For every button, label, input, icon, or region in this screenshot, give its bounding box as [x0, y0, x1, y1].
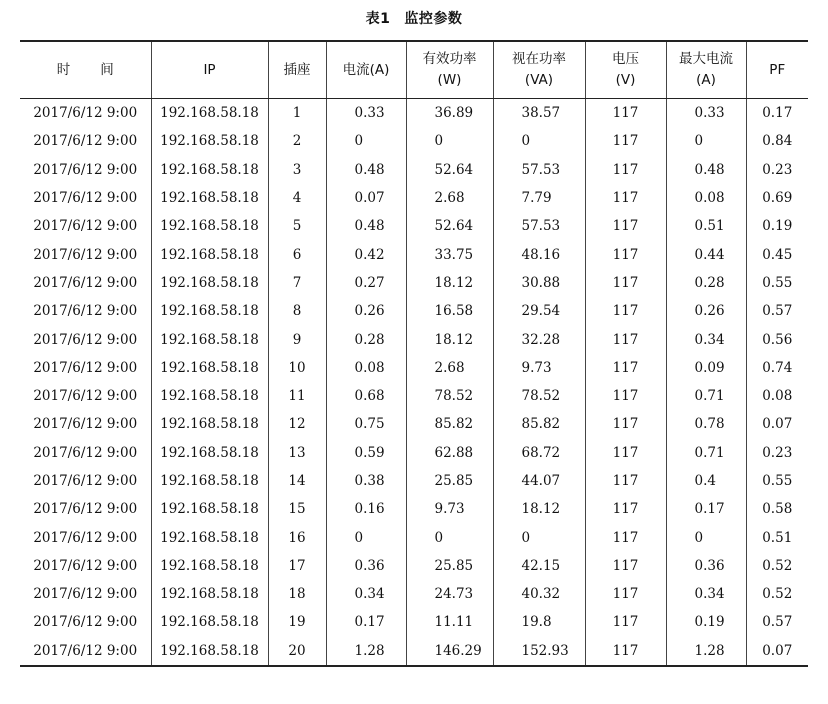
- cell-time: 2017/6/12 9:00: [33, 557, 138, 574]
- cell-apparent-power: 30.88: [493, 269, 585, 297]
- cell-pf: 0.17: [746, 99, 808, 128]
- cell-pf: 0.07: [746, 410, 808, 438]
- cell-socket: 10: [268, 354, 326, 382]
- cell-socket: 5: [268, 212, 326, 240]
- cell-current: 0.34: [326, 580, 406, 608]
- cell-active-power: 16.58: [406, 297, 493, 325]
- cell-socket: 8: [268, 297, 326, 325]
- table-number: 表1: [365, 11, 391, 27]
- cell-time: 2017/6/12 9:00: [33, 444, 138, 461]
- cell-max-current: 0.4: [666, 467, 746, 495]
- cell-active-power: 18.12: [406, 325, 493, 353]
- table-row: [20, 467, 808, 495]
- cell-current: 0.59: [326, 439, 406, 467]
- cell-apparent-power: 57.53: [493, 156, 585, 184]
- table-row: [20, 552, 808, 580]
- header-apparent-power-name: 视在功率: [512, 51, 566, 67]
- cell-pf: 0.52: [746, 552, 808, 580]
- cell-active-power: 25.85: [406, 552, 493, 580]
- cell-voltage: 117: [585, 410, 666, 438]
- cell-active-power: 9.73: [406, 495, 493, 523]
- cell-time: 2017/6/12 9:00: [33, 303, 138, 320]
- cell-ip: 192.168.58.18: [151, 297, 268, 325]
- header-voltage-name: 电压: [612, 51, 639, 67]
- cell-voltage: 117: [585, 382, 666, 410]
- cell-max-current: 0.48: [666, 156, 746, 184]
- cell-socket: 9: [268, 325, 326, 353]
- cell-ip: 192.168.58.18: [151, 439, 268, 467]
- header-max-current: [666, 41, 746, 99]
- header-apparent-power: [493, 41, 585, 99]
- cell-socket: 6: [268, 240, 326, 268]
- cell-socket: 20: [268, 637, 326, 666]
- cell-time: 2017/6/12 9:00: [20, 637, 151, 666]
- cell-max-current: 0.09: [666, 354, 746, 382]
- cell-apparent-power: 19.8: [493, 608, 585, 636]
- cell-time: 2017/6/12 9:00: [33, 416, 138, 433]
- cell-active-power: 24.73: [406, 580, 493, 608]
- cell-apparent-power: 85.82: [493, 410, 585, 438]
- cell-current: 0: [326, 523, 406, 551]
- cell-ip: 192.168.58.18: [151, 467, 268, 495]
- cell-active-power: 0: [406, 127, 493, 155]
- cell-current: 0: [326, 127, 406, 155]
- cell-time: 2017/6/12 9:00: [33, 501, 138, 518]
- table-title: 监控参数: [404, 11, 463, 27]
- cell-pf: 0.69: [746, 184, 808, 212]
- table-caption: [0, 9, 828, 29]
- cell-pf: 0.55: [746, 467, 808, 495]
- cell-apparent-power: 78.52: [493, 382, 585, 410]
- cell-active-power: 85.82: [406, 410, 493, 438]
- cell-time: 2017/6/12 9:00: [33, 218, 138, 235]
- table-row: [20, 156, 808, 184]
- table-row: [20, 382, 808, 410]
- cell-ip: 192.168.58.18: [151, 269, 268, 297]
- cell-voltage: 117: [585, 99, 666, 128]
- table-row: [20, 354, 808, 382]
- cell-ip: 192.168.58.18: [151, 637, 268, 666]
- table-row: [20, 297, 808, 325]
- cell-max-current: 0.71: [666, 439, 746, 467]
- cell-ip: 192.168.58.18: [151, 240, 268, 268]
- cell-current: 0.68: [326, 382, 406, 410]
- cell-voltage: 117: [585, 467, 666, 495]
- cell-time: 2017/6/12 9:00: [33, 274, 138, 291]
- header-max-current-unit: (A): [696, 72, 716, 88]
- table-row: [20, 637, 808, 666]
- cell-max-current: 0.26: [666, 297, 746, 325]
- cell-time: 2017/6/12 9:00: [33, 246, 138, 263]
- table-row: [20, 269, 808, 297]
- cell-time: 2017/6/12 9:00: [33, 473, 138, 489]
- cell-voltage: 117: [585, 127, 666, 155]
- cell-apparent-power: 18.12: [493, 495, 585, 523]
- cell-ip: 192.168.58.18: [151, 552, 268, 580]
- cell-time: 2017/6/12 9:00: [33, 105, 138, 122]
- cell-current: 1.28: [326, 637, 406, 666]
- cell-voltage: 117: [585, 495, 666, 523]
- cell-ip: 192.168.58.18: [151, 495, 268, 523]
- cell-apparent-power: 44.07: [493, 467, 585, 495]
- cell-max-current: 0.36: [666, 552, 746, 580]
- cell-pf: 0.55: [746, 269, 808, 297]
- cell-socket: 19: [268, 608, 326, 636]
- table-header: [20, 41, 808, 99]
- cell-socket: 3: [268, 156, 326, 184]
- cell-active-power: 62.88: [406, 439, 493, 467]
- cell-apparent-power: 32.28: [493, 325, 585, 353]
- cell-pf: 0.07: [746, 637, 808, 666]
- cell-apparent-power: 152.93: [493, 637, 585, 666]
- cell-voltage: 117: [585, 608, 666, 636]
- cell-max-current: 0.17: [666, 495, 746, 523]
- cell-current: 0.33: [326, 99, 406, 128]
- cell-socket: 16: [268, 523, 326, 551]
- cell-ip: 192.168.58.18: [151, 608, 268, 636]
- cell-voltage: 117: [585, 269, 666, 297]
- cell-active-power: 18.12: [406, 269, 493, 297]
- cell-time: 2017/6/12 9:00: [33, 529, 138, 546]
- header-max-current-name: 最大电流: [679, 51, 733, 67]
- cell-active-power: 2.68: [406, 354, 493, 382]
- cell-voltage: 117: [585, 212, 666, 240]
- cell-apparent-power: 0: [493, 127, 585, 155]
- cell-max-current: 0: [666, 523, 746, 551]
- header-pf: PF: [746, 41, 808, 99]
- cell-voltage: 117: [585, 325, 666, 353]
- cell-pf: 0.84: [746, 127, 808, 155]
- cell-pf: 0.23: [746, 439, 808, 467]
- cell-time: 2017/6/12 9:00: [33, 586, 138, 603]
- cell-ip: 192.168.58.18: [151, 325, 268, 353]
- cell-pf: 0.51: [746, 523, 808, 551]
- header-voltage: [585, 41, 666, 99]
- header-active-power-unit: (W): [437, 72, 462, 88]
- cell-ip: 192.168.58.18: [151, 212, 268, 240]
- cell-current: 0.27: [326, 269, 406, 297]
- cell-time: 2017/6/12 9:00: [33, 614, 138, 631]
- header-active-power: [406, 41, 493, 99]
- cell-pf: 0.57: [746, 297, 808, 325]
- cell-time: 2017/6/12 9:00: [33, 161, 138, 178]
- cell-active-power: 36.89: [406, 99, 493, 128]
- cell-voltage: 117: [585, 637, 666, 666]
- cell-apparent-power: 40.32: [493, 580, 585, 608]
- cell-active-power: 52.64: [406, 156, 493, 184]
- cell-max-current: 0.33: [666, 99, 746, 128]
- table-body: [20, 99, 808, 666]
- cell-socket: 4: [268, 184, 326, 212]
- table-row: [20, 523, 808, 551]
- cell-time: 2017/6/12 9:00: [33, 190, 138, 207]
- cell-max-current: 0.71: [666, 382, 746, 410]
- table-row: [20, 212, 808, 240]
- table-row: [20, 127, 808, 155]
- header-ip: IP: [151, 41, 268, 99]
- header-active-power-name: 有效功率: [422, 51, 477, 67]
- monitor-parameters-table: [20, 40, 808, 667]
- cell-current: 0.07: [326, 184, 406, 212]
- cell-time: 2017/6/12 9:00: [33, 359, 138, 376]
- table-row: [20, 608, 808, 636]
- cell-voltage: 117: [585, 580, 666, 608]
- cell-max-current: 1.28: [666, 637, 746, 666]
- table-row: [20, 184, 808, 212]
- cell-socket: 2: [268, 127, 326, 155]
- cell-max-current: 0.34: [666, 325, 746, 353]
- cell-time: 2017/6/12 9:00: [33, 133, 138, 150]
- cell-ip: 192.168.58.18: [151, 156, 268, 184]
- cell-socket: 18: [268, 580, 326, 608]
- cell-max-current: 0.08: [666, 184, 746, 212]
- cell-apparent-power: 0: [493, 523, 585, 551]
- cell-voltage: 117: [585, 523, 666, 551]
- cell-voltage: 117: [585, 354, 666, 382]
- cell-pf: 0.45: [746, 240, 808, 268]
- cell-max-current: 0.34: [666, 580, 746, 608]
- cell-max-current: 0.78: [666, 410, 746, 438]
- header-time: [20, 41, 151, 99]
- cell-apparent-power: 7.79: [493, 184, 585, 212]
- cell-max-current: 0.28: [666, 269, 746, 297]
- cell-socket: 15: [268, 495, 326, 523]
- cell-current: 0.75: [326, 410, 406, 438]
- cell-pf: 0.52: [746, 580, 808, 608]
- table-row: [20, 325, 808, 353]
- cell-voltage: 117: [585, 240, 666, 268]
- cell-current: 0.48: [326, 212, 406, 240]
- cell-pf: 0.23: [746, 156, 808, 184]
- cell-current: 0.16: [326, 495, 406, 523]
- cell-active-power: 25.85: [406, 467, 493, 495]
- cell-socket: 12: [268, 410, 326, 438]
- cell-apparent-power: 57.53: [493, 212, 585, 240]
- cell-current: 0.36: [326, 552, 406, 580]
- table-row: [20, 410, 808, 438]
- cell-apparent-power: 68.72: [493, 439, 585, 467]
- table-row: [20, 495, 808, 523]
- header-voltage-unit: (V): [615, 72, 636, 88]
- header-socket: 插座: [268, 41, 326, 99]
- cell-active-power: 146.29: [406, 637, 493, 666]
- cell-socket: 17: [268, 552, 326, 580]
- cell-apparent-power: 38.57: [493, 99, 585, 128]
- cell-active-power: 2.68: [406, 184, 493, 212]
- cell-ip: 192.168.58.18: [151, 410, 268, 438]
- cell-apparent-power: 48.16: [493, 240, 585, 268]
- cell-socket: 11: [268, 382, 326, 410]
- cell-current: 0.17: [326, 608, 406, 636]
- cell-pf: 0.58: [746, 495, 808, 523]
- cell-ip: 192.168.58.18: [151, 99, 268, 128]
- cell-current: 0.42: [326, 240, 406, 268]
- cell-active-power: 52.64: [406, 212, 493, 240]
- table-row: [20, 99, 808, 128]
- cell-socket: 13: [268, 439, 326, 467]
- cell-pf: 0.74: [746, 354, 808, 382]
- cell-active-power: 0: [406, 523, 493, 551]
- cell-max-current: 0.51: [666, 212, 746, 240]
- cell-time: 2017/6/12 9:00: [33, 388, 138, 405]
- cell-current: 0.08: [326, 354, 406, 382]
- cell-current: 0.38: [326, 467, 406, 495]
- cell-apparent-power: 42.15: [493, 552, 585, 580]
- cell-apparent-power: 9.73: [493, 354, 585, 382]
- cell-socket: 1: [268, 99, 326, 128]
- cell-ip: 192.168.58.18: [151, 523, 268, 551]
- cell-current: 0.48: [326, 156, 406, 184]
- cell-voltage: 117: [585, 297, 666, 325]
- table-row: [20, 439, 808, 467]
- cell-pf: 0.19: [746, 212, 808, 240]
- cell-socket: 7: [268, 269, 326, 297]
- cell-max-current: 0.44: [666, 240, 746, 268]
- header-current: 电流(A): [326, 41, 406, 99]
- cell-current: 0.26: [326, 297, 406, 325]
- cell-time: 2017/6/12 9:00: [33, 331, 138, 348]
- cell-max-current: 0.19: [666, 608, 746, 636]
- header-apparent-power-unit: (VA): [524, 72, 554, 88]
- cell-voltage: 117: [585, 184, 666, 212]
- cell-voltage: 117: [585, 439, 666, 467]
- cell-ip: 192.168.58.18: [151, 382, 268, 410]
- cell-active-power: 11.11: [406, 608, 493, 636]
- cell-ip: 192.168.58.18: [151, 580, 268, 608]
- cell-voltage: 117: [585, 552, 666, 580]
- cell-active-power: 33.75: [406, 240, 493, 268]
- cell-ip: 192.168.58.18: [151, 354, 268, 382]
- table-row: [20, 580, 808, 608]
- cell-max-current: 0: [666, 127, 746, 155]
- cell-ip: 192.168.58.18: [151, 127, 268, 155]
- cell-active-power: 78.52: [406, 382, 493, 410]
- header-row: [20, 41, 808, 99]
- header-time-a: 时: [56, 61, 71, 78]
- cell-pf: 0.57: [746, 608, 808, 636]
- cell-pf: 0.56: [746, 325, 808, 353]
- table-row: [20, 240, 808, 268]
- cell-socket: 14: [268, 467, 326, 495]
- cell-apparent-power: 29.54: [493, 297, 585, 325]
- cell-current: 0.28: [326, 325, 406, 353]
- cell-pf: 0.08: [746, 382, 808, 410]
- header-time-b: 间: [100, 61, 114, 78]
- cell-voltage: 117: [585, 156, 666, 184]
- cell-ip: 192.168.58.18: [151, 184, 268, 212]
